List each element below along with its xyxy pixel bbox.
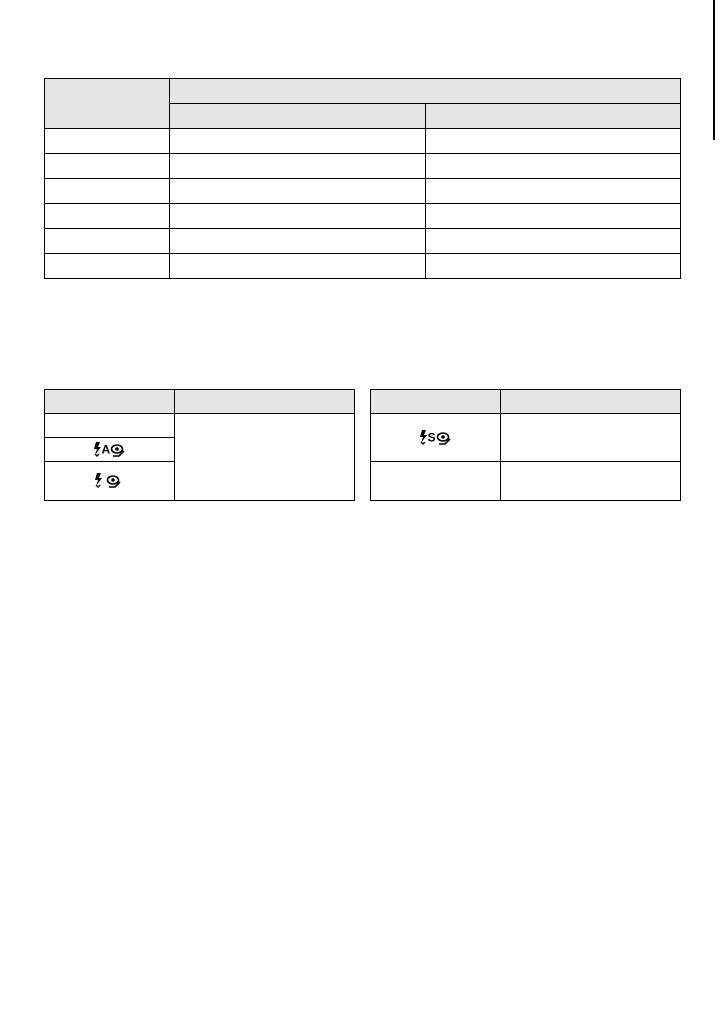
- page-edge-marker: [713, 0, 715, 140]
- svg-text:A: A: [101, 442, 110, 456]
- flash-mode-table-right: [370, 389, 681, 501]
- table-cell: [45, 154, 170, 179]
- header-span: [170, 79, 681, 104]
- flash-left-description: [175, 414, 355, 501]
- flash-slow-sync-red-eye-icon: [419, 429, 453, 447]
- table-row: [45, 414, 355, 438]
- flash-right-header-1: [371, 390, 501, 414]
- flash-right-mode-1: [371, 414, 501, 462]
- flash-left-mode-2: [45, 438, 175, 462]
- table-cell: [45, 179, 170, 204]
- flash-left-header-2: [175, 390, 355, 414]
- table-cell: [170, 129, 426, 154]
- table-row: [45, 154, 681, 179]
- table-cell: [170, 229, 426, 254]
- header-top-left: [45, 79, 170, 129]
- table-cell: [426, 229, 681, 254]
- table-cell: [170, 254, 426, 279]
- table-row: [45, 229, 681, 254]
- table-row: [371, 462, 681, 501]
- flash-mode-table-left: [44, 389, 355, 501]
- flash-right-description-2: [501, 462, 681, 501]
- table-cell: [170, 154, 426, 179]
- flash-right-mode-2: [371, 462, 501, 501]
- header-sub-2: [426, 104, 681, 129]
- table-cell: [45, 254, 170, 279]
- table-cell: [426, 154, 681, 179]
- table-cell: [426, 179, 681, 204]
- flash-left-mode-1: [45, 414, 175, 438]
- table-cell: [45, 204, 170, 229]
- svg-text:S: S: [427, 430, 436, 444]
- flash-right-header-2: [501, 390, 681, 414]
- table-cell: [426, 254, 681, 279]
- table-row: [371, 414, 681, 462]
- flash-auto-red-eye-icon: [93, 441, 127, 459]
- table-cell: [426, 204, 681, 229]
- main-table: [44, 78, 681, 279]
- table-row: [45, 129, 681, 154]
- flash-forced-red-eye-icon: [93, 472, 127, 490]
- table-cell: [45, 229, 170, 254]
- table-cell: [45, 129, 170, 154]
- flash-right-description-1: [501, 414, 681, 462]
- flash-left-mode-3: [45, 462, 175, 501]
- table-row: [45, 179, 681, 204]
- table-cell: [426, 129, 681, 154]
- table-row: [45, 254, 681, 279]
- table-row: [45, 204, 681, 229]
- table-cell: [170, 204, 426, 229]
- header-sub-1: [170, 104, 426, 129]
- flash-left-header-1: [45, 390, 175, 414]
- table-cell: [170, 179, 426, 204]
